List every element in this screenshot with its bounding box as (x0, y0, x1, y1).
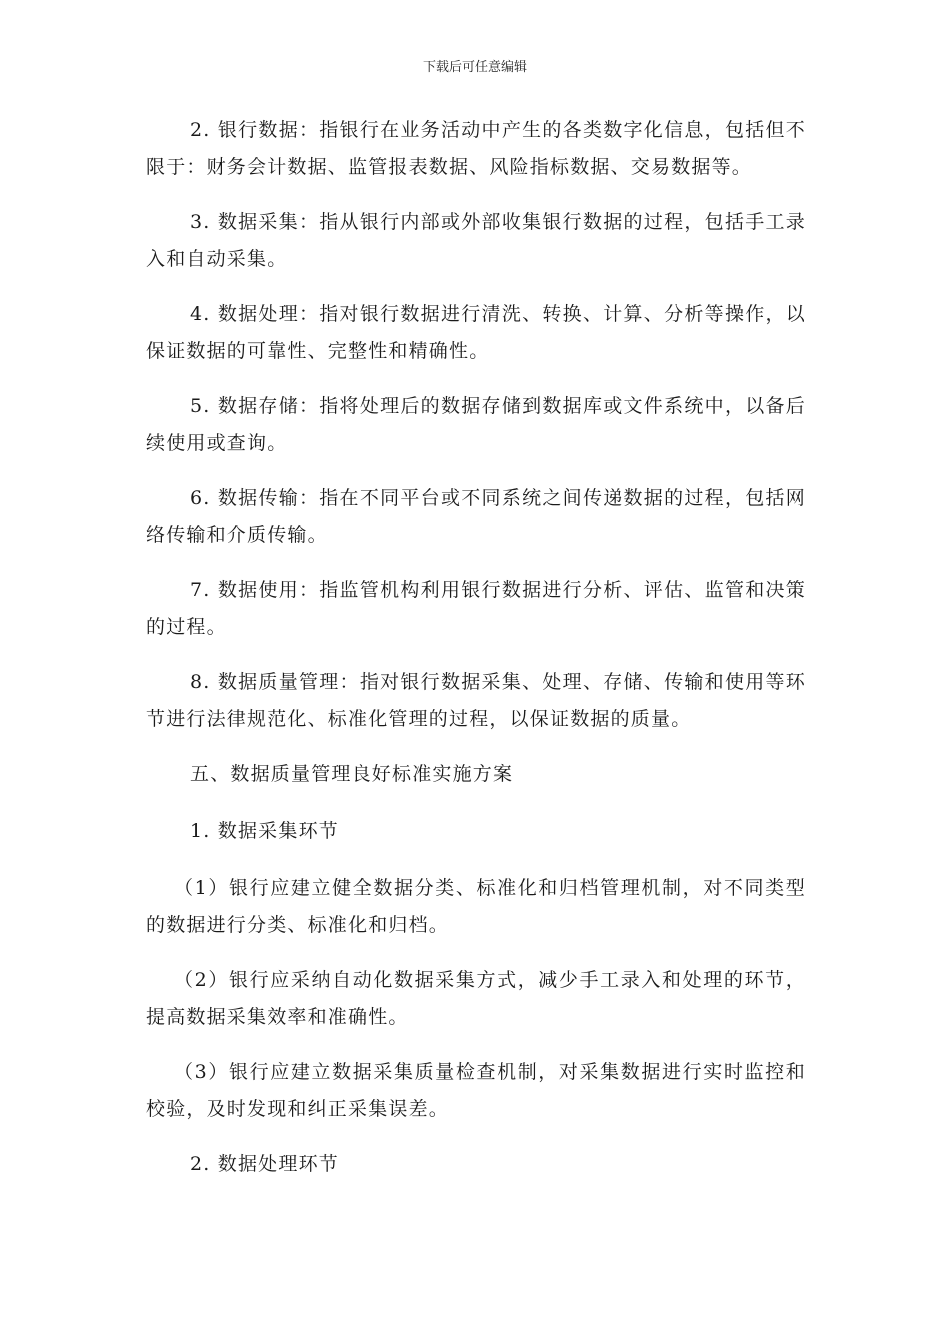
subsection-heading-collection: 1. 数据采集环节 (190, 820, 339, 842)
definition-data-quality-management: 8. 数据质量管理：指对银行数据采集、处理、存储、传输和使用等环节进行法律规范化、标准化管理的过程，以保证数据的质量。 (146, 671, 806, 730)
definition-data-usage: 7. 数据使用：指监管机构利用银行数据进行分析、评估、监管和决策的过程。 (146, 579, 806, 638)
collection-item-3: （3）银行应建立数据采集质量检查机制，对采集数据进行实时监控和校验，及时发现和纠正采集误差。 (146, 1061, 806, 1120)
definition-data-storage: 5. 数据存储：指将处理后的数据存储到数据库或文件系统中，以备后续使用或查询。 (146, 395, 806, 454)
definition-bank-data: 2. 银行数据：指银行在业务活动中产生的各类数字化信息，包括但不限于：财务会计数据、监管报表数据、风险指标数据、交易数据等。 (146, 119, 806, 178)
section-heading-five: 五、数据质量管理良好标准实施方案 (190, 763, 514, 785)
definition-data-transmission: 6. 数据传输：指在不同平台或不同系统之间传递数据的过程，包括网络传输和介质传输。 (146, 487, 806, 546)
collection-item-1: （1）银行应建立健全数据分类、标准化和归档管理机制，对不同类型的数据进行分类、标准化和归档。 (146, 877, 806, 936)
collection-item-2: （2）银行应采纳自动化数据采集方式，减少手工录入和处理的环节，提高数据采集效率和准确性。 (146, 969, 806, 1028)
definition-data-collection: 3. 数据采集：指从银行内部或外部收集银行数据的过程，包括手工录入和自动采集。 (146, 211, 806, 270)
page-header: 下载后可任意编辑 (422, 60, 527, 75)
definition-data-processing: 4. 数据处理：指对银行数据进行清洗、转换、计算、分析等操作，以保证数据的可靠性、完整性和精确性。 (146, 303, 806, 362)
document-body (146, 112, 806, 1203)
subsection-heading-processing: 2. 数据处理环节 (190, 1153, 339, 1175)
